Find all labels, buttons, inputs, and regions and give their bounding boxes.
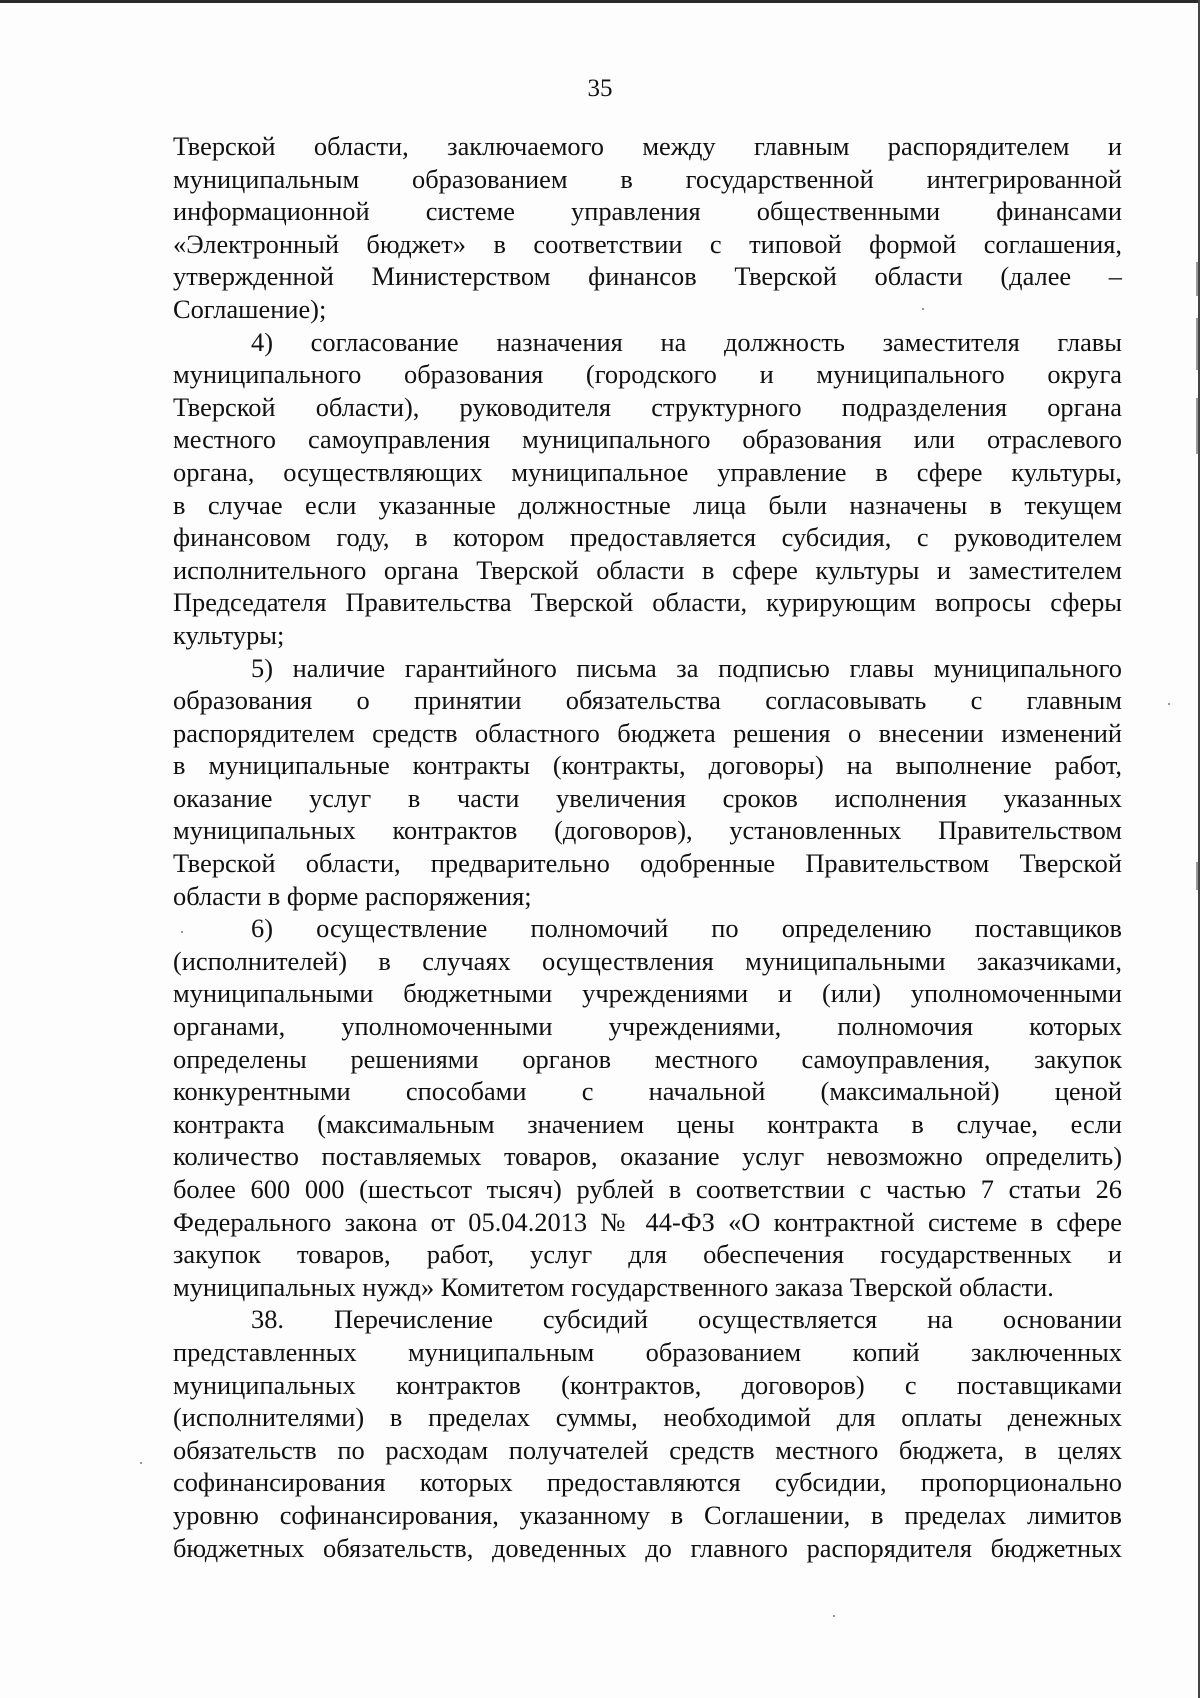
text-line: определены решениями органов местного самоуправления, закупок [173,1043,1122,1074]
text-line: Федерального закона от 05.04.2013 № 44-ФЗ «О контрактной системе в сфере [173,1206,1122,1237]
text-line: Председателя Правительства Тверской области, курирующим вопросы сферы [173,587,1122,618]
text-line: органами, уполномоченными учреждениями, полномочия которых [173,1011,1122,1042]
text-line: обязательств по расходам получателей средств местного бюджета, в целях [173,1434,1122,1465]
text-line: более 600 000 (шестьсот тысяч) рублей в соответствии с частью 7 статьи 26 [173,1174,1122,1204]
text-line: муниципальными бюджетными учреждениями и (или) уполномоченными [173,978,1122,1009]
text-line: муниципальных контрактов (договоров), установленных Правительством [173,815,1122,846]
text-line: муниципальным образованием в государственной интегрированной [173,163,1122,194]
text-line: бюджетных обязательств, доведенных до главного распорядителя бюджетных [173,1532,1122,1563]
text-line: Тверской области, предварительно одобренные Правительством Тверской [173,848,1122,879]
text-line: местного самоуправления муниципального образования или отраслевого [173,424,1122,455]
scan-top-edge [0,0,1200,3]
text-line: конкурентными способами с начальной (максимальной) ценой [173,1076,1122,1107]
text-line: муниципального образования (городского и муниципального округа [173,359,1122,390]
page-number: 35 [587,75,613,102]
text-line: распорядителем средств областного бюджета решения о внесении изменений [173,717,1122,748]
text-line: Тверской области, заключаемого между главным распорядителем и [173,131,1122,161]
text-line: информационной системе управления общественными финансами [173,196,1122,227]
margin-mark [1196,862,1198,890]
text-line: в случае если указанные должностные лица были назначены в текущем [173,489,1122,520]
text-line: уровню софинансирования, указанному в Соглашении, в пределах лимитов [173,1499,1122,1530]
text-line: (исполнителей) в случаях осуществления муниципальными заказчиками, [173,945,1122,976]
scan-speck [1168,703,1170,705]
text-line: 6) осуществление полномочий по определению поставщиков [251,913,1122,944]
text-line: утвержденной Министерством финансов Тверской области (далее – [173,261,1122,292]
text-line: количество поставляемых товаров, оказание услуг невозможно определить) [173,1141,1122,1172]
text-line: органа, осуществляющих муниципальное управление в сфере культуры, [173,456,1122,487]
text-line: софинансирования которых предоставляются субсидии, пропорционально [173,1467,1122,1498]
text-line: финансовом году, в котором предоставляется субсидия, с руководителем [173,522,1122,553]
text-line: культуры; [173,619,285,650]
scan-speck [833,1615,835,1617]
text-line: муниципальных нужд» Комитетом государственного заказа Тверской области. [173,1271,1054,1302]
text-line: контракта (максимальным значением цены контракта в случае, если [173,1108,1122,1139]
scan-speck [140,1462,142,1464]
text-line: образования о принятии обязательства согласовывать с главным [173,685,1122,716]
text-line: (исполнителями) в пределах суммы, необходимой для оплаты денежных [173,1402,1122,1433]
margin-mark [1196,398,1198,454]
text-line: области в форме распоряжения; [173,880,532,911]
text-line: муниципальных контрактов (контрактов, договоров) с поставщиками [173,1369,1122,1400]
text-line: представленных муниципальным образованием копий заключенных [173,1336,1122,1367]
text-line: закупок товаров, работ, услуг для обеспечения государственных и [173,1239,1122,1270]
text-line: 5) наличие гарантийного письма за подписью главы муниципального [251,652,1122,683]
text-line: 4) согласование назначения на должность заместителя главы [251,326,1122,357]
text-line: исполнительного органа Тверской области в сфере культуры и заместителем [173,554,1122,585]
text-line: в муниципальные контракты (контракты, договоры) на выполнение работ, [173,750,1122,781]
text-line: «Электронный бюджет» в соответствии с типовой формой соглашения, [173,228,1122,259]
margin-mark [1196,318,1198,370]
margin-mark [1196,262,1198,296]
text-line: 38. Перечисление субсидий осуществляется на основании [251,1304,1122,1335]
text-line: оказание услуг в части увеличения сроков исполнения указанных [173,782,1122,813]
document-body [173,130,1122,1564]
text-line: Соглашение); [173,293,327,324]
text-line: Тверской области), руководителя структурного подразделения органа [173,391,1122,422]
